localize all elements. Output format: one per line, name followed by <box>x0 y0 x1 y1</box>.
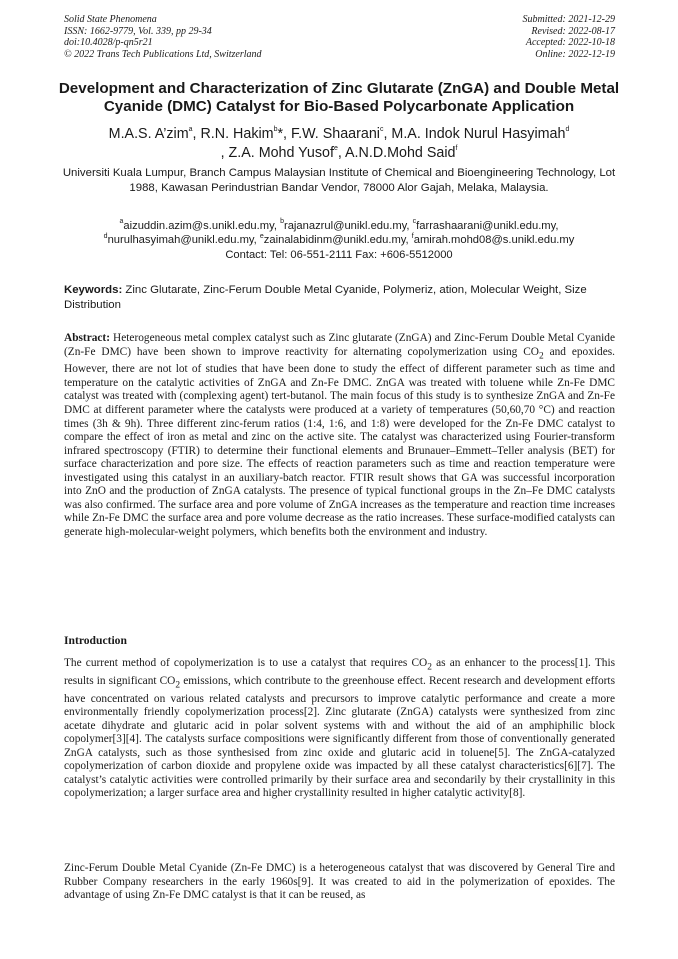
email-line <box>40 233 638 247</box>
author-sup: d <box>565 126 570 134</box>
abstract <box>64 332 615 539</box>
subscript: 2 <box>175 680 181 691</box>
author-name: , Z.A. Mohd Yusof <box>220 145 334 161</box>
author-sup: a <box>188 126 193 134</box>
copyright: © 2022 Trans Tech Publications Ltd, Switzerland <box>64 48 262 60</box>
issn: ISSN: 1662-9779, Vol. 339, pp 29-34 <box>64 25 212 37</box>
subscript: 2 <box>427 662 432 673</box>
email-sup: d <box>103 232 108 240</box>
email-sup: c <box>412 218 417 226</box>
abstract-label: Abstract: <box>64 332 110 344</box>
contact-info: Contact: Tel: 06-551-2111 Fax: +606-5512000 <box>225 248 453 261</box>
paper-title: Development and Characterization of Zinc Glutarate (ZnGA) and Double Metal Cyanide (DMC) Catalyst for Bio-Based Polycarbonate Application <box>58 80 620 115</box>
abstract-text: and epoxides. However, there are not lot of studies that have been done to study the effect of different parameter such as time and temperature on the catalytic activities of ZnGA and Zn-Fe DMC. ZnGA was treated with toluene while Zn-Fe DMC catalyst was treated with (complexing agent) tert-butanol. The main focus of this study is to synthesize ZnGA and Zn-Fe DMC at different parameter where the catalysts were produced at a variety of temperatures (50,60,70 °C) and reaction times (3h & 9h). Three different zinc-ferum ratios (1:4, 1:6, and 1:8) were developed for the Zn-Fe DMC catalyst to compare the effect of iron as metal and zinc on the active site. The catalyst was characterized using Fourier-transform infrared spectroscopy (FTIR) to determine their functional elements and Brunauer–Emmett–Teller analysis (BET) for surface characterization and pore size. The effects of reaction parameters such as time and reaction temperature were investigated using this catalyst in an auxiliary-batch reactor. FTIR result shows that GA was successful incorporation into ZnO and the production of ZnGA catalysts. The presence of typical functional groups in the Zn–Fe DMC catalysts was also confirmed. The surface area and pore volume of ZnGA increases as the temperature and reaction time increases while Zn-Fe DMC the surface area and pore volume decrease as the ratio increases. These surface-modified catalysts can generate high-molecular-weight polymers, which benefits both the environment and industry. <box>64 345 615 538</box>
keywords <box>64 283 615 312</box>
author-sup: f <box>455 145 458 153</box>
email-block <box>40 219 638 262</box>
author-list <box>40 125 638 163</box>
intro-paragraph-2: Zinc-Ferum Double Metal Cyanide (Zn-Fe DMC) is a heterogeneous catalyst that was discovered by General Tire and Rubber Company researchers in the early 1960s[9]. It was created to aid in the polymerization of epoxides. The advantage of using Zn-Fe DMC catalyst is that it can be reused, as <box>64 862 615 902</box>
email-link[interactable]: farrashaarani@unikl.edu.my, <box>416 220 559 232</box>
paragraph-text: as an enhancer to the process[1]. This results in significant CO <box>64 657 616 687</box>
keywords-text: Zinc Glutarate, Zinc-Ferum Double Metal Cyanide, Polymeriz, ation, Molecular Weight, Size Distribution <box>64 284 587 311</box>
journal-name: Solid State Phenomena <box>64 14 157 25</box>
abstract-text: Heterogeneous metal complex catalyst such as Zinc glutarate (ZnGA) and Zinc-Ferum Double Metal Cyanide (Zn-Fe DMC) have been shown to improve reactivity for alternating copolymerization using CO <box>64 332 615 358</box>
email-link[interactable]: amirah.mohd08@s.unikl.edu.my <box>413 234 575 247</box>
keywords-label: Keywords: <box>64 284 123 296</box>
paragraph-text: emissions, which contribute to the greenhouse effect. Recent research and development efforts have concentrated on various related catalysts and precursors to improve catalytic performance and create a more environmentally friendly copolymerization process[2]. Zinc glutarate (ZnGA) catalysts were synthesized from zinc acetate dihydrate and glutaric acid in polar solvent systems with and without the aid of an amphiphilic block copolymer[3][4]. The catalysts surface compositions were significantly different from those of conventionally generated ZnGA catalysts, such as those synthesised from zinc oxide and glutaric acid in toluene[5]. The ZnGA-catalyzed copolymerization of carbon dioxide and propylene oxide was impacted by all these catalyst characteristics[6][7]. The catalyst’s catalytic activities were controlled primarily by their surface area and secondarily by their crystallinity in this copolymerization; a larger surface area and higher crystallinity resulted in higher catalytic activity[8]. <box>64 674 615 800</box>
paragraph-text: The current method of copolymerization is to use a catalyst that requires CO <box>64 657 428 669</box>
author-sup: c <box>379 126 384 134</box>
intro-paragraph-1 <box>64 657 615 801</box>
email-link[interactable]: rajanazrul@unikl.edu.my, <box>283 220 413 232</box>
doi: doi:10.4028/p-qn5r21 <box>64 37 153 49</box>
online-date: Online: 2022-12-19 <box>535 48 615 60</box>
submitted-date: Submitted: 2021-12-29 <box>522 14 615 25</box>
introduction-heading: Introduction <box>64 634 127 647</box>
email-sup: e <box>259 232 264 240</box>
author-name: , A.N.D.Mohd Said <box>337 145 456 161</box>
affiliation: Universiti Kuala Lumpur, Branch Campus Malaysian Institute of Chemical and Bioengineering Technology, Lot 1988, Kawasan Perindustrian Bandar Vendor, 78000 Alor Gajah, Melaka, Malaysia. <box>62 167 616 194</box>
email-line <box>40 219 638 233</box>
subscript: 2 <box>538 350 544 361</box>
accepted-date: Accepted: 2022-10-18 <box>525 37 615 49</box>
author-name: , R.N. Hakim <box>192 126 274 142</box>
author-sup: e <box>333 145 338 153</box>
email-sup: f <box>411 232 414 240</box>
journal-info <box>64 14 262 60</box>
author-sup: b <box>273 126 278 134</box>
email-sup: b <box>280 218 284 226</box>
revised-date: Revised: 2022-08-17 <box>531 25 615 37</box>
author-name: , M.A. Indok Nurul Hasyimah <box>383 126 566 142</box>
email-link[interactable]: aizuddin.azim@s.unikl.edu.my, <box>123 220 281 232</box>
author-name: M.A.S. A’zim <box>108 126 189 142</box>
email-link[interactable]: zainalabidinm@unikl.edu.my, <box>263 234 412 247</box>
email-link[interactable]: nurulhasyimah@unikl.edu.my, <box>107 234 260 247</box>
publication-dates <box>523 14 616 60</box>
email-sup: a <box>119 218 124 226</box>
author-name: *, F.W. Shaarani <box>277 126 380 142</box>
